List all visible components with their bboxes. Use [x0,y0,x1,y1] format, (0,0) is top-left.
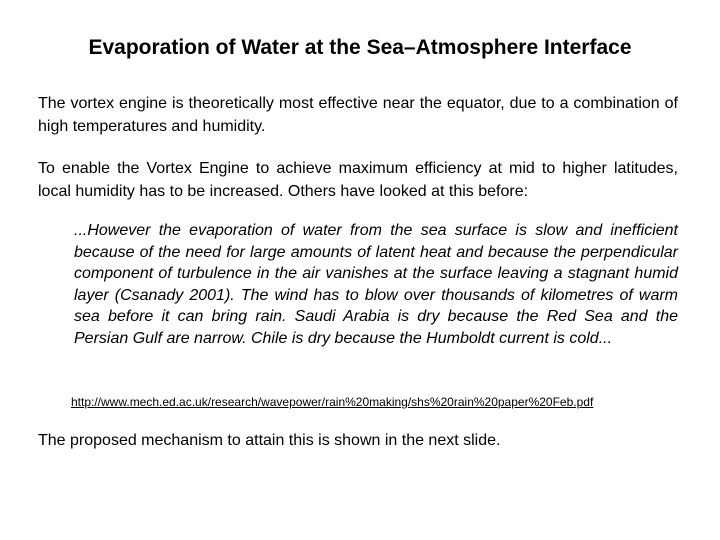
evaporation-quote: ...However the evaporation of water from the sea surface is slow and inefficient because of the need for large amounts of latent heat and because the perpendicular component of turbulence in the air vanishes at the surface leaving a stagnant humid layer (Csanady 2001). The wind has to blow over thousands of kilometres of warm sea before it can bring rain. Saudi Arabia is dry because the Red Sea and the Persian Gulf are narrow. Chile is dry because the Humboldt current is cold... [74,222,678,347]
slide-title: Evaporation of Water at the Sea–Atmosphere Interface [88,36,632,59]
source-link[interactable]: http://www.mech.ed.ac.uk/research/wavepower/rain%20making/shs%20rain%20paper%20Feb.pdf [71,395,594,409]
intro-paragraph: The vortex engine is theoretically most effective near the equator, due to a combination of high temperatures and humidity. [38,95,678,135]
latitude-paragraph: To enable the Vortex Engine to achieve maximum efficiency at mid to higher latitudes, local humidity has to be increased. Others have looked at this before: [38,160,678,200]
closing-paragraph: The proposed mechanism to attain this is shown in the next slide. [38,432,501,449]
